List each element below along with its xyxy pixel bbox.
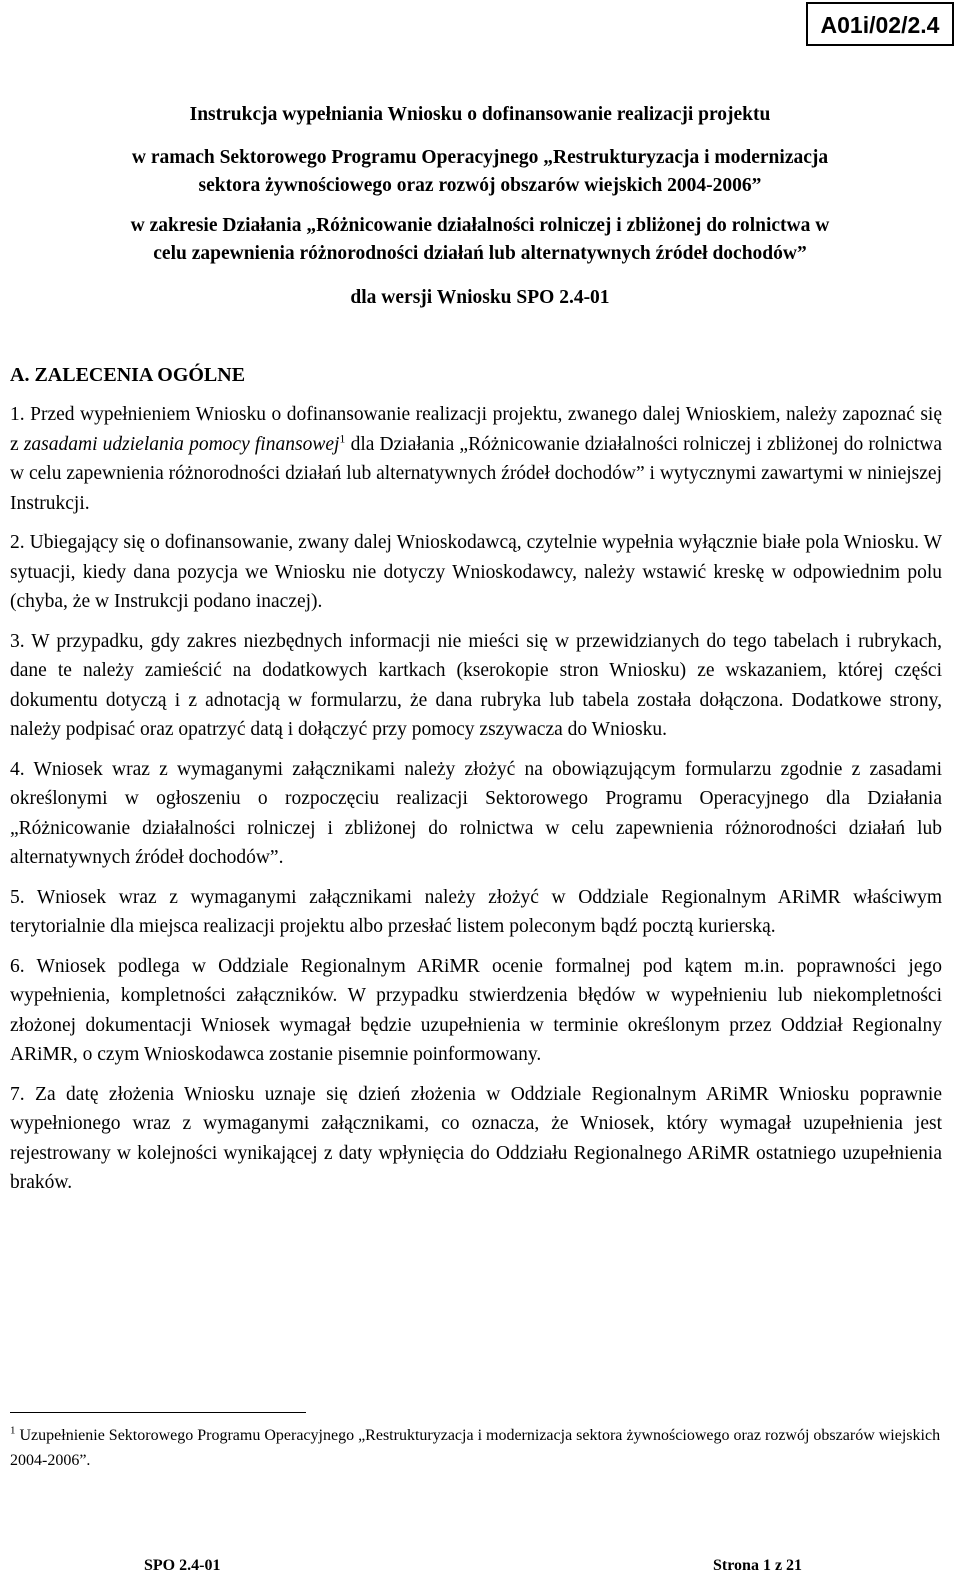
document-code-box: A01i/02/2.4 bbox=[806, 2, 954, 46]
footnote-reference: 1 bbox=[339, 431, 346, 445]
footnote-divider bbox=[10, 1412, 306, 1413]
footnote-text: Uzupełnienie Sektorowego Programu Operacyjnego „Restrukturyzacja i modernizacja sektora żywnościowego oraz rozwój obszarów wiejskich 2004-2006”. bbox=[10, 1427, 941, 1469]
instructions-body bbox=[10, 400, 942, 1208]
paragraph-5: 5. Wniosek wraz z wymaganymi załącznikami należy złożyć w Oddziale Regionalnym ARiMR właściwym terytorialnie dla miejsca realizacji projektu albo przesłać listem poleconym bądź pocztą kurierską. bbox=[10, 886, 942, 937]
title-line-5: celu zapewnienia różnorodności działań lub alternatywnych źródeł dochodów” bbox=[153, 243, 807, 264]
paragraph-1 bbox=[10, 400, 942, 518]
title-line-4: w zakresie Działania „Różnicowanie działalności rolniczej i zbliżonej do rolnictwa w bbox=[130, 215, 830, 236]
footnote-marker: 1 bbox=[10, 1424, 16, 1437]
title-line-1: Instrukcja wypełniania Wniosku o dofinansowanie realizacji projektu bbox=[189, 104, 771, 125]
section-heading: A. ZALECENIA OGÓLNE bbox=[10, 364, 246, 386]
paragraph-4: 4. Wniosek wraz z wymaganymi załącznikami należy złożyć na obowiązującym formularzu zgodnie z zasadami określonymi w ogłoszeniu o rozpoczęciu realizacji Sektorowego Programu Operacyjnego dla Działania „Różnicowanie działalności rolniczej i zbliżonej do rolnictwa w celu zapewnienia różnorodności działań lub alternatywnych źródeł dochodów”. bbox=[10, 758, 942, 868]
footnote bbox=[10, 1423, 945, 1473]
title-line-3: sektora żywnościowego oraz rozwój obszarów wiejskich 2004-2006” bbox=[198, 175, 762, 196]
paragraph-1-text-a: 1. Przed wypełnieniem Wniosku o dofinansowanie realizacji projektu, zwanego dalej Wnioskiem, należy zapoznać się z bbox=[10, 404, 942, 455]
title-line-6: dla wersji Wniosku SPO 2.4-01 bbox=[350, 287, 610, 308]
paragraph-1-italic: zasadami udzielania pomocy finansowej bbox=[23, 433, 340, 455]
footer-form-version: SPO 2.4-01 bbox=[144, 1557, 221, 1574]
footer-page-number: Strona 1 z 21 bbox=[713, 1557, 803, 1574]
title-line-2: w ramach Sektorowego Programu Operacyjnego „Restrukturyzacja i modernizacja bbox=[131, 147, 829, 168]
paragraph-1-text-b: dla Działania „Różnicowanie działalności rolniczej i zbliżonej do rolnictwa w celu zapewnienia różnorodności działań lub alternatywnych źródeł dochodów” i wytycznymi zawartymi w niniejszej Instrukcji. bbox=[10, 433, 942, 514]
paragraph-7: 7. Za datę złożenia Wniosku uznaje się dzień złożenia w Oddziale Regionalnym ARiMR Wniosku poprawnie wypełnionego wraz z wymaganymi załącznikami, co oznacza, że Wniosek, który wymagał uzupełnienia jest rejestrowany w kolejności wynikającej z daty wpłynięcia do Oddziału Regionalnego ARiMR ostatniego uzupełnienia braków. bbox=[10, 1083, 942, 1193]
paragraph-2: 2. Ubiegający się o dofinansowanie, zwany dalej Wnioskodawcą, czytelnie wypełnia wyłącznie białe pola Wniosku. W sytuacji, kiedy dana pozycja we Wniosku nie dotyczy Wnioskodawcy, należy wstawić kreskę w odpowiednim polu (chyba, że w Instrukcji podano inaczej). bbox=[10, 532, 942, 612]
paragraph-6: 6. Wniosek podlega w Oddziale Regionalnym ARiMR ocenie formalnej pod kątem m.in. poprawności jego wypełnienia, kompletności załączników. W przypadku stwierdzenia błędów w wypełnieniu lub niekompletności złożonej dokumentacji Wniosek wymagał będzie uzupełnienia w terminie określonym przez Oddział Regionalny ARiMR, o czym Wnioskodawca zostanie pisemnie poinformowany. bbox=[10, 955, 942, 1065]
paragraph-3: 3. W przypadku, gdy zakres niezbędnych informacji nie mieści się w przewidzianych do tego tabelach i rubrykach, dane te należy zamieścić na dodatkowych kartkach (kserokopie stron Wniosku) ze wskazaniem, której części dokumentu dotyczą i z adnotacją w formularzu, że dana rubryka lub tabela została dołączona. Dodatkowe strony, należy podpisać oraz opatrzyć datą i dołączyć przy pomocy zszywacza do Wniosku. bbox=[10, 630, 942, 740]
